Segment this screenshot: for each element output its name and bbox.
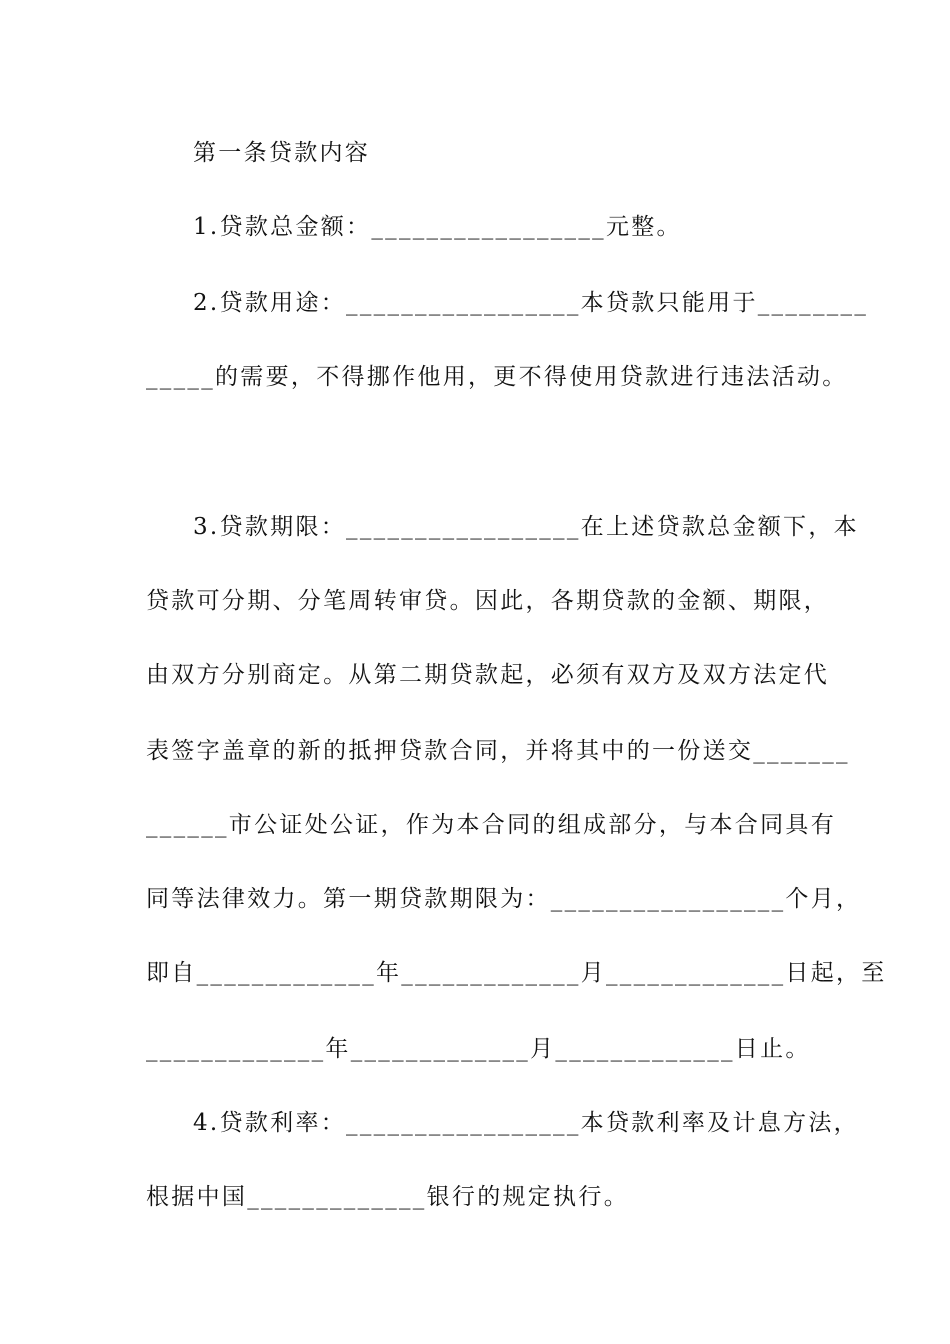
clause-3-date-range: 即自_____________年_____________月_____________日起，至 <box>146 960 887 986</box>
clause-3-text-line: 贷款可分期、分笔周转审贷。因此，各期贷款的金额、期限， <box>146 588 830 614</box>
clause-3-text-line: ______市公证处公证，作为本合同的组成部分，与本合同具有 <box>146 812 836 838</box>
clause-3-loan-term: 3.贷款期限：_________________在上述贷款总金额下，本 <box>193 514 859 540</box>
clause-2-loan-purpose: 2.贷款用途：_________________本贷款只能用于________ <box>193 290 869 316</box>
clause-1-loan-amount: 1.贷款总金额：_________________元整。 <box>193 214 682 240</box>
clause-3-text-line: 同等法律效力。第一期贷款期限为：_________________个月， <box>146 886 862 912</box>
clause-4-interest-rate: 4.贷款利率：_________________本贷款利率及计息方法， <box>193 1110 859 1136</box>
clause-3-text-line: 表签字盖章的新的抵押贷款合同，并将其中的一份送交_______ <box>146 738 850 764</box>
clause-3-date-end: _____________年_____________月_____________日止。 <box>146 1036 811 1062</box>
clause-4-continuation: 根据中国_____________银行的规定执行。 <box>146 1184 629 1210</box>
clause-3-text-line: 由双方分别商定。从第二期贷款起，必须有双方及双方法定代 <box>146 662 830 688</box>
section-heading: 第一条贷款内容 <box>193 140 371 166</box>
clause-2-continuation: _____的需要，不得挪作他用，更不得使用贷款进行违法活动。 <box>146 364 848 390</box>
